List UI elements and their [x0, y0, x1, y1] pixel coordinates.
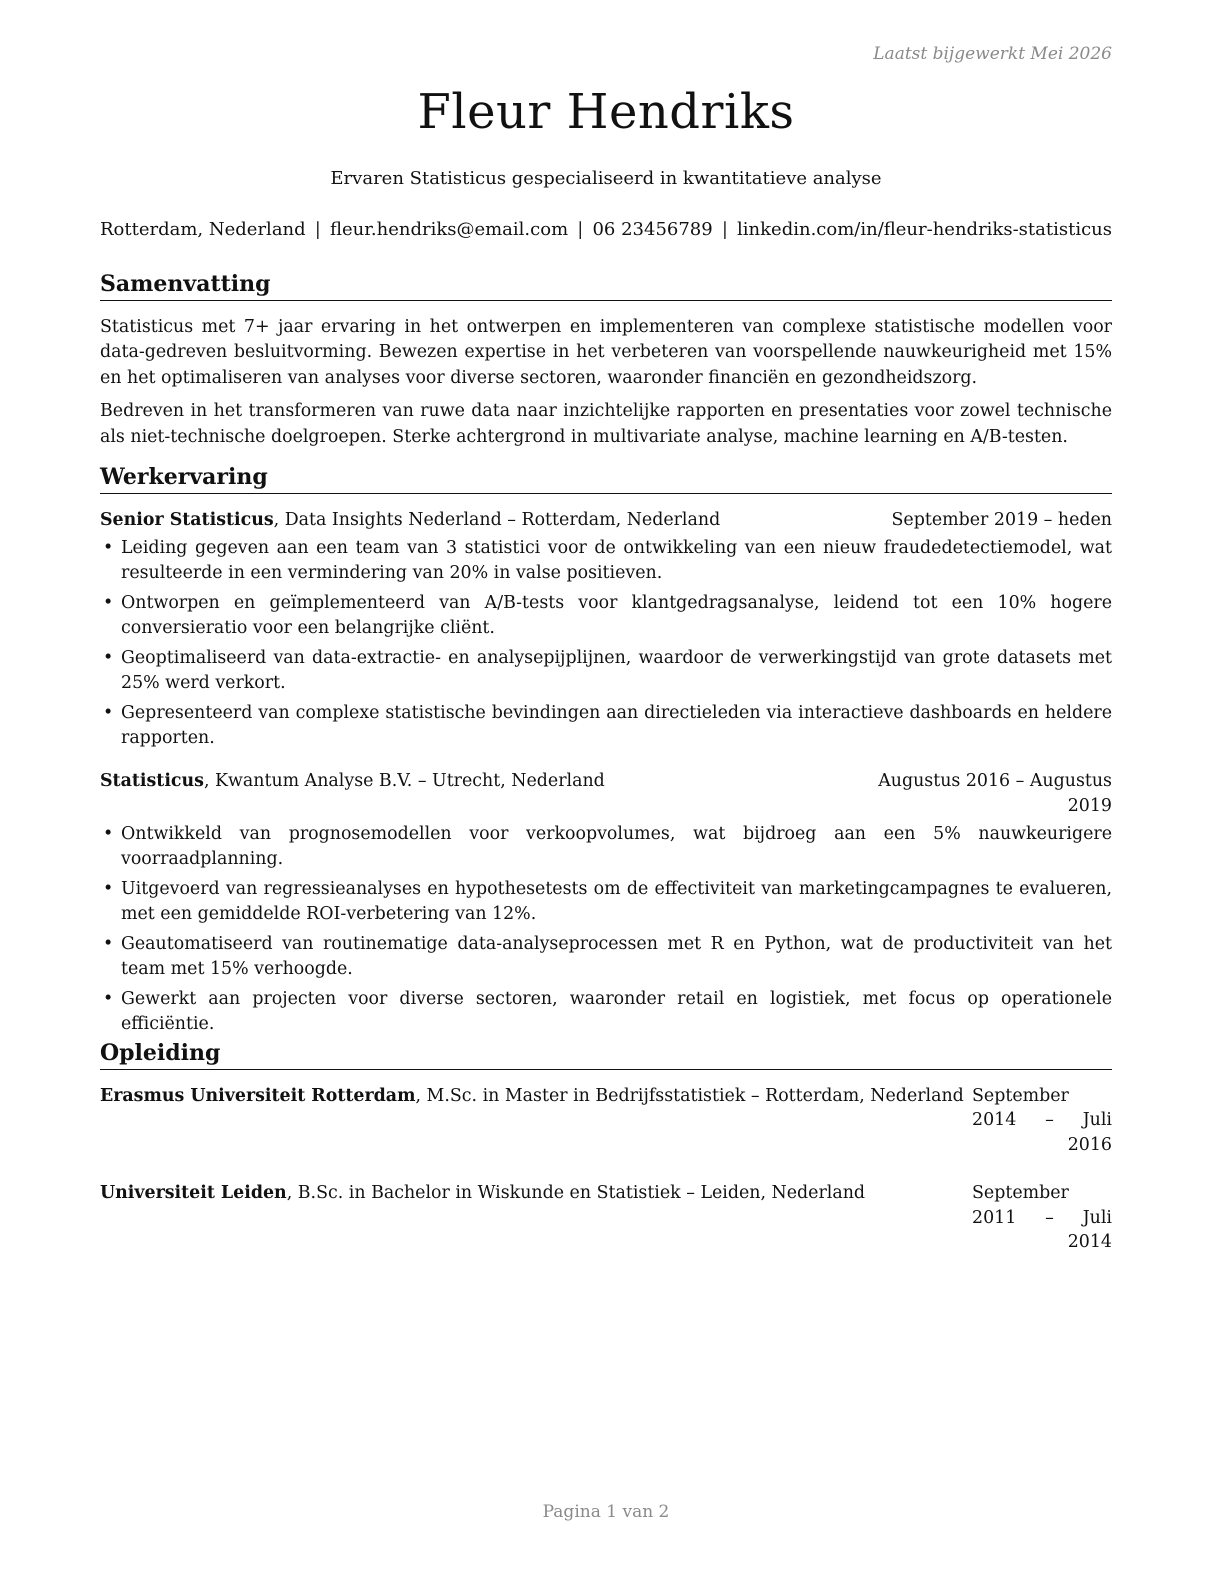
education-title-line: [100, 1084, 972, 1158]
bullet-text: Geoptimaliseerd van data-extractie- en analysepijplijnen, waardoor de verwerkingstijd van grote datasets met 25% werd verkort.: [121, 648, 1112, 693]
list-item: [100, 932, 1112, 982]
education-dates: September 2014 – Juli 2016: [972, 1085, 1112, 1155]
education-dates: September 2011 – Juli 2014: [972, 1183, 1112, 1252]
summary-section: [100, 271, 1112, 450]
list-item: [100, 987, 1112, 1037]
list-item: [100, 591, 1112, 641]
job-entry: [100, 769, 1112, 1037]
bullet-icon: •: [103, 989, 114, 1009]
last-updated-note: Laatst bijgewerkt Mei 2026: [873, 44, 1112, 64]
list-item: [100, 877, 1112, 927]
list-item: [100, 701, 1112, 751]
list-item: [100, 646, 1112, 696]
candidate-tagline: Ervaren Statisticus gespecialiseerd in kwantitatieve analyse: [330, 168, 882, 189]
bullet-text: Ontworpen en geïmplementeerd van A/B-tests voor klantgedragsanalyse, leidend tot een 10% hogere conversieratio voor een belangrijke cliënt.: [121, 593, 1112, 638]
contact-separator: |: [577, 219, 584, 240]
job-role: Senior Statisticus: [100, 509, 274, 530]
list-item: [100, 536, 1112, 586]
bullet-icon: •: [103, 703, 114, 723]
contact-line: [100, 219, 1112, 240]
job-role: Statisticus: [100, 771, 204, 791]
job-header: [100, 769, 1112, 818]
bullet-text: Ontwikkeld van prognosemodellen voor verkoopvolumes, wat bijdroeg aan een 5% nauwkeurigere voorraadplanning.: [121, 824, 1112, 869]
bullet-text: Gewerkt aan projecten voor diverse sectoren, waaronder retail en logistiek, met focus op operationele efficiëntie.: [121, 989, 1112, 1034]
bullet-icon: •: [103, 538, 114, 558]
job-dates: Augustus 2016 – Augustus 2019: [878, 771, 1112, 816]
bullet-text: Leiding gegeven aan een team van 3 statistici voor de ontwikkeling van een nieuw fraudedetectiemodel, wat resulteerde in een vermindering van 20% in valse positieven.: [121, 538, 1112, 583]
job-header: [100, 508, 1112, 533]
experience-section: [100, 464, 1112, 1042]
job-title-line: [100, 508, 892, 533]
bullet-icon: •: [103, 648, 114, 668]
job-bullets: [100, 822, 1112, 1037]
bullet-icon: •: [103, 824, 114, 844]
bullet-text: Uitgevoerd van regressieanalyses en hypothesetests om de effectiviteit van marketingcampagnes te evalueren, met een gemiddelde ROI-verbetering van 12%.: [121, 879, 1112, 924]
bullet-icon: •: [103, 593, 114, 613]
section-title-experience: Werkervaring: [100, 464, 1112, 494]
education-school: Erasmus Universiteit Rotterdam: [100, 1085, 416, 1106]
contact-separator: |: [721, 219, 728, 240]
page-number: Pagina 1 van 2: [542, 1502, 670, 1522]
education-entry: [100, 1181, 1112, 1255]
contact-separator: |: [314, 219, 321, 240]
education-title-line: [100, 1181, 972, 1255]
summary-paragraph: Statisticus met 7+ jaar ervaring in het ontwerpen en implementeren van complexe statistische modellen voor data-gedreven besluitvorming. Bewezen expertise in het verbeteren van voorspellende nauwkeurigheid met 15% en het optimaliseren van analyses voor diverse sectoren, waaronder financiën en gezondheidszorg.: [100, 316, 1112, 388]
contact-phone[interactable]: 06 23456789: [592, 219, 713, 240]
summary-paragraph: Bedreven in het transformeren van ruwe data naar inzichtelijke rapporten en presentaties voor zowel technische als niet-technische doelgroepen. Sterke achtergrond in multivariate analyse, machine learning en A/B-testen.: [100, 401, 1112, 447]
education-section: [100, 1040, 1112, 1255]
job-dates: September 2019 – heden: [891, 509, 1112, 530]
list-item: [100, 822, 1112, 872]
candidate-name: Fleur Hendriks: [417, 84, 795, 140]
education-detail: , B.Sc. in Bachelor in Wiskunde en Statistiek – Leiden, Nederland: [286, 1183, 866, 1203]
contact-location: Rotterdam, Nederland: [100, 219, 306, 240]
education-detail: , M.Sc. in Master in Bedrijfsstatistiek – Rotterdam, Nederland: [415, 1085, 964, 1106]
job-company: , Data Insights Nederland – Rotterdam, Nederland: [273, 509, 721, 530]
bullet-icon: •: [103, 934, 114, 954]
contact-email[interactable]: fleur.hendriks@email.com: [330, 219, 569, 240]
job-entry: [100, 508, 1112, 752]
job-company: , Kwantum Analyse B.V. – Utrecht, Nederland: [203, 771, 605, 791]
section-title-education: Opleiding: [100, 1040, 1112, 1070]
bullet-icon: •: [103, 879, 114, 899]
resume-page: [100, 0, 1112, 1584]
contact-linkedin[interactable]: linkedin.com/in/fleur-hendriks-statisticus: [737, 219, 1112, 240]
job-title-line: [100, 769, 872, 818]
education-entry: [100, 1084, 1112, 1158]
bullet-text: Gepresenteerd van complexe statistische bevindingen aan directieleden via interactieve dashboards en heldere rapporten.: [121, 703, 1112, 748]
section-title-summary: Samenvatting: [100, 271, 1112, 301]
bullet-text: Geautomatiseerd van routinematige data-analyseprocessen met R en Python, wat de productiviteit van het team met 15% verhoogde.: [121, 934, 1112, 979]
job-bullets: [100, 536, 1112, 751]
education-school: Universiteit Leiden: [100, 1183, 287, 1203]
